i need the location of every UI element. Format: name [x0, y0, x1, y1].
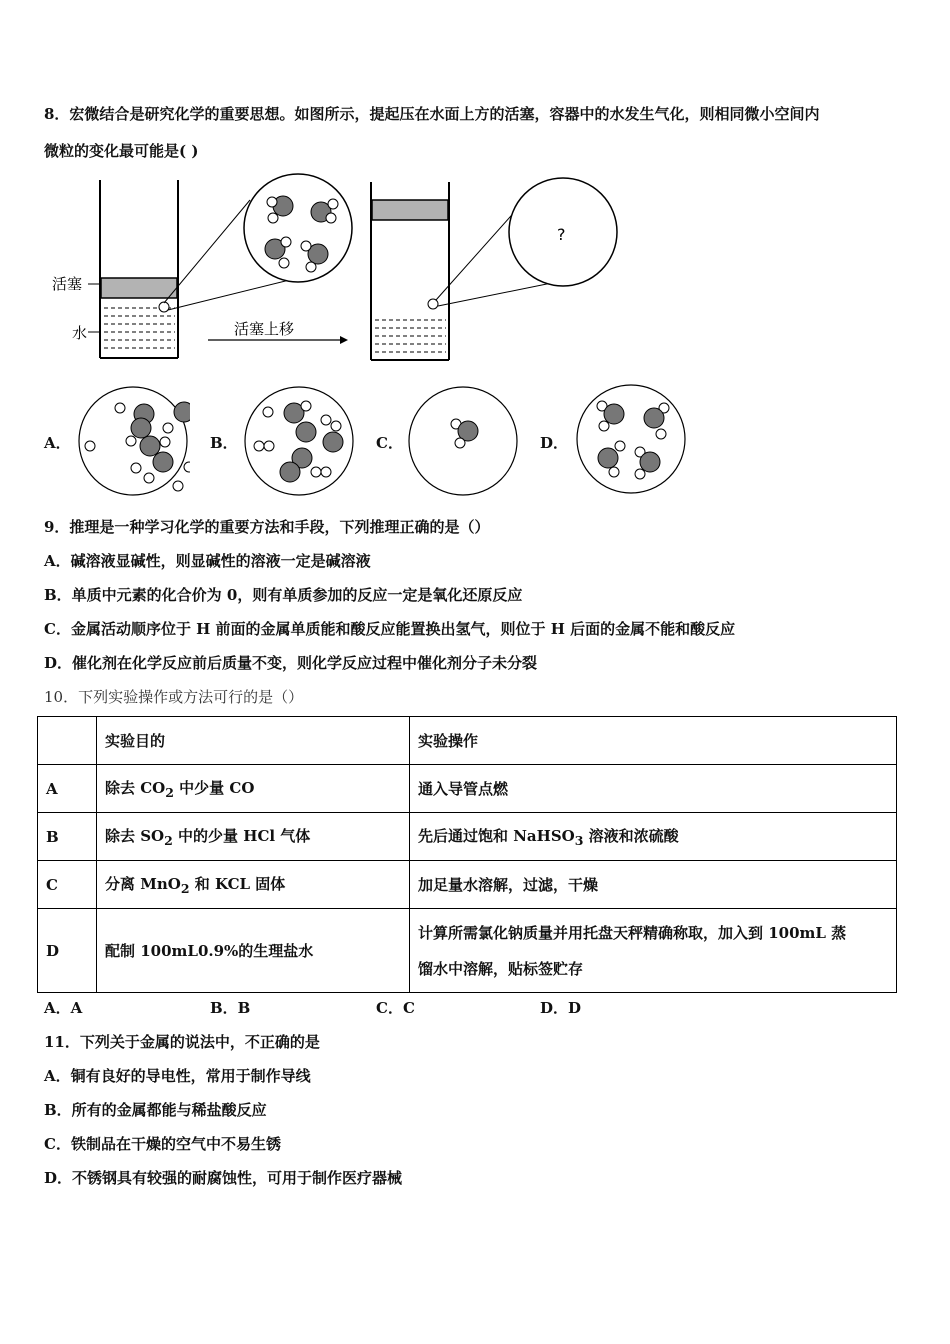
row-goal: 除去 $SO_2$ 中的少量 HCl 气体 [97, 813, 410, 861]
q9-option-d[interactable]: D．催化剂在化学反应前后质量不变，则化学反应过程中催化剂分子未分裂 [44, 654, 538, 672]
q8-option-a-diagram[interactable] [78, 386, 190, 498]
row-operation: 先后通过饱和 NaHSO$_3$ 溶液和浓硫酸 [410, 813, 897, 861]
table-row [38, 813, 897, 861]
q8-option-a-label[interactable]: A． [44, 434, 71, 452]
q11-stem: 11．下列关于金属的说法中，不正确的是 [44, 1033, 320, 1051]
q10-answer-a[interactable]: A．A [44, 999, 83, 1017]
q11-option-b[interactable]: B．所有的金属都能与稀盐酸反应 [44, 1101, 267, 1119]
q10-answer-b[interactable]: B．B [210, 999, 251, 1017]
water-label: 水 [72, 324, 88, 342]
q9-stem: 9．推理是一种学习化学的重要方法和手段，下列推理正确的是（） [44, 518, 490, 536]
row-operation-line1: 计算所需氯化钠质量并用托盘天秤精确称取，加入到 100mL 蒸 [418, 923, 847, 942]
q8-option-b-diagram[interactable] [244, 386, 356, 498]
q11-option-c[interactable]: C．铁制品在干燥的空气中不易生锈 [44, 1135, 281, 1153]
q10-table [37, 716, 897, 993]
q8-option-b-label[interactable]: B． [210, 434, 238, 452]
arrow-label: 活塞上移 [234, 320, 295, 338]
q10-answer-d[interactable]: D．D [540, 999, 582, 1017]
table-header-goal: 实验目的 [97, 717, 410, 765]
q8-option-c-diagram[interactable] [408, 386, 520, 498]
row-goal: 配制 100mL0.9%的生理盐水 [97, 909, 410, 993]
row-operation [410, 909, 897, 993]
q10-answer-c[interactable]: C．C [376, 999, 415, 1017]
q8-option-d-diagram[interactable] [576, 384, 688, 496]
row-operation: 通入导管点燃 [410, 765, 897, 813]
table-header-operation: 实验操作 [410, 717, 897, 765]
table-row [38, 861, 897, 909]
unknown-mark: ? [557, 225, 566, 244]
row-goal: 分离 MnO$_2$ 和 KCL 固体 [97, 861, 410, 909]
row-label: D [38, 909, 97, 993]
q8-option-c-label[interactable]: C． [376, 434, 403, 452]
q11-option-a[interactable]: A．铜有良好的导电性，常用于制作导线 [44, 1067, 311, 1085]
row-label: C [38, 861, 97, 909]
q9-option-a[interactable]: A．碱溶液显碱性，则显碱性的溶液一定是碱溶液 [44, 552, 371, 570]
row-operation-line2: 馏水中溶解，贴标签贮存 [418, 959, 584, 978]
q9-option-b[interactable]: B．单质中元素的化合价为 0，则有单质参加的反应一定是氧化还原反应 [44, 586, 523, 604]
table-header-blank [38, 717, 97, 765]
q8-figure [40, 172, 640, 372]
q8-stem-line1: 8．宏微结合是研究化学的重要思想。如图所示，提起压在水面上方的活塞，容器中的水发生气化，则相同微小空间内 [44, 105, 820, 123]
row-label: B [38, 813, 97, 861]
q9-option-c[interactable]: C．金属活动顺序位于 H 前面的金属单质能和酸反应能置换出氢气，则位于 H 后面的金属不能和酸反应 [44, 620, 736, 638]
magnified-after [509, 178, 617, 286]
table-row [38, 765, 897, 813]
table-row [38, 909, 897, 993]
q11-option-d[interactable]: D．不锈钢具有较强的耐腐蚀性，可用于制作医疗器械 [44, 1169, 403, 1187]
q8-option-d-label[interactable]: D． [540, 434, 569, 452]
q8-stem-line2: 微粒的变化最可能是( ) [44, 142, 199, 160]
row-label: A [38, 765, 97, 813]
row-operation: 加足量水溶解，过滤，干燥 [410, 861, 897, 909]
table-header-row [38, 717, 897, 765]
piston-before [101, 278, 177, 298]
piston-label: 活塞 [52, 275, 83, 293]
q10-stem: 10．下列实验操作或方法可行的是（） [44, 688, 304, 706]
row-goal: 除去 $CO_2$ 中少量 CO [97, 765, 410, 813]
piston-after [372, 200, 448, 220]
magnified-before [244, 174, 352, 282]
